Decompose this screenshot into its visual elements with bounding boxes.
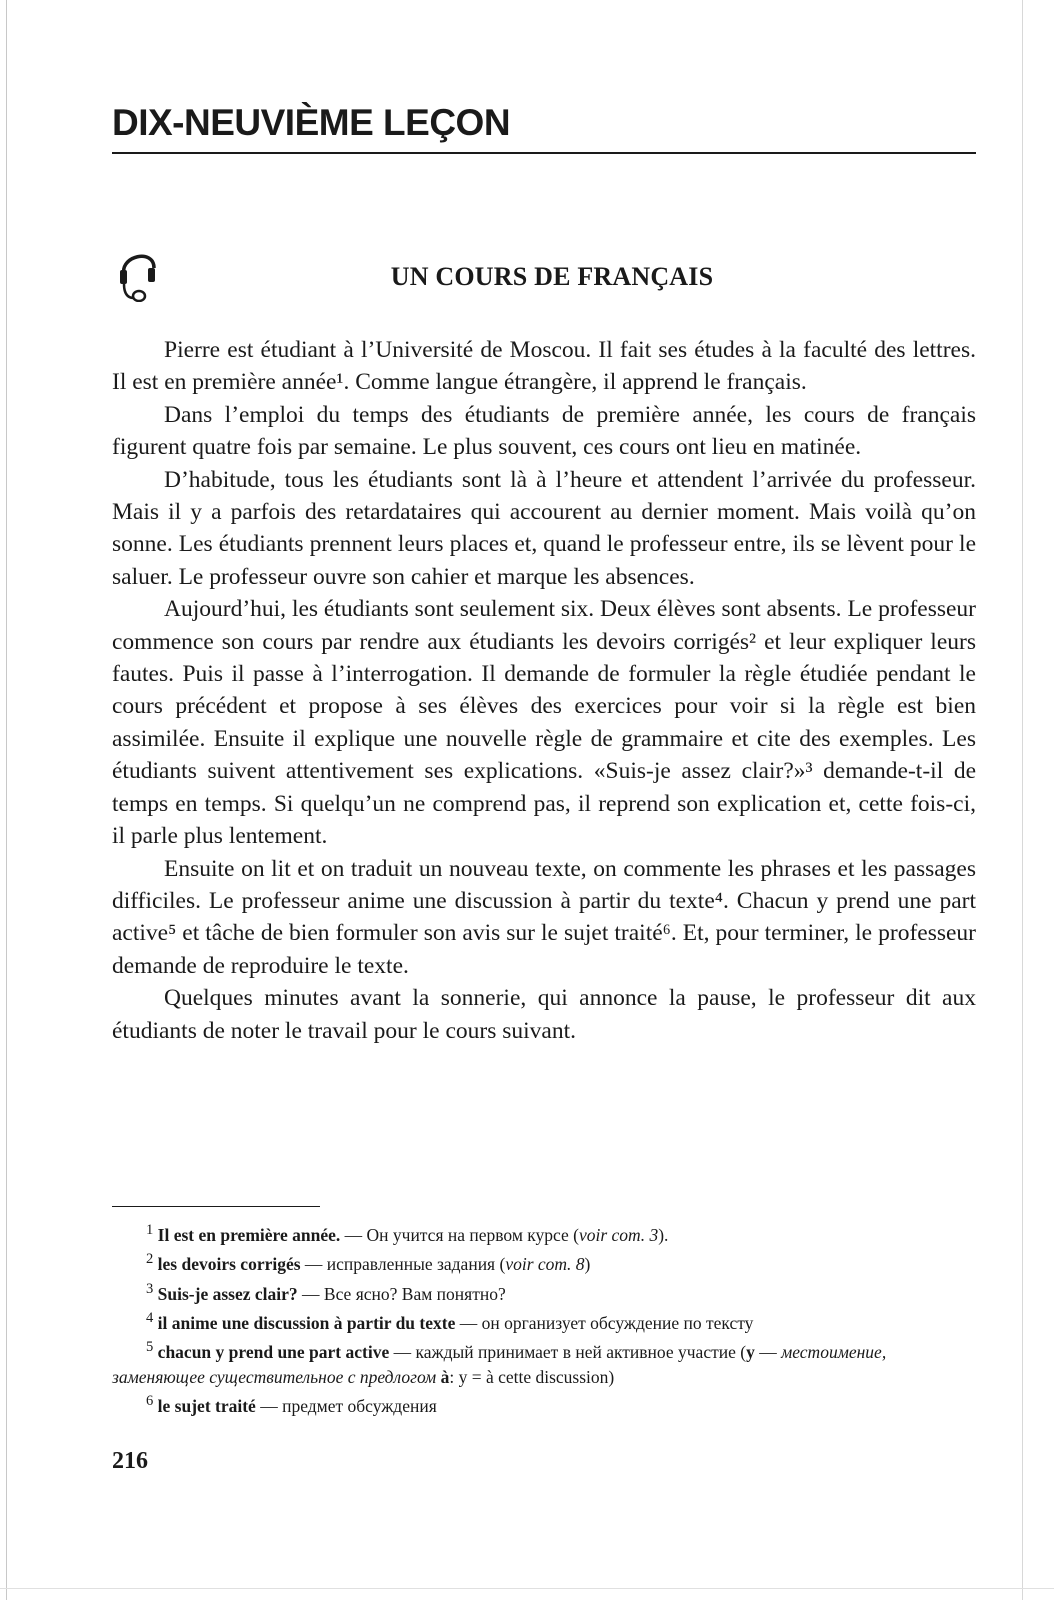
footnote-tail: )	[584, 1254, 591, 1275]
footnote-number: 6	[146, 1393, 154, 1410]
page-edge-bottom	[0, 1588, 1054, 1589]
footnote-term: Il est en première année.	[157, 1224, 341, 1245]
footnote-gloss: — каждый принимает в ней активное участие (	[389, 1342, 747, 1363]
footnote-ref: voir com. 8	[505, 1254, 585, 1275]
footnote-number: 2	[146, 1251, 154, 1268]
footnote-gloss: — он организует обсуждение по тексту	[455, 1312, 754, 1333]
footnote-number: 4	[146, 1309, 154, 1326]
footnote-number: 1	[146, 1222, 154, 1238]
footnote-tail: : y = à cette discussion)	[449, 1366, 615, 1387]
footnote-gloss: — Все ясно? Вам понятно?	[297, 1283, 506, 1304]
footnote-ref: местоимение, заменяющее существительное с предлогом	[112, 1342, 887, 1387]
footnote	[112, 1389, 976, 1418]
header-rule	[112, 152, 976, 154]
footnotes	[112, 1218, 976, 1418]
text-title: UN COURS DE FRANÇAIS	[390, 262, 714, 291]
footnote-rule	[112, 1206, 320, 1207]
paragraph: Dans l’emploi du temps des étudiants de première année, les cours de français figurent quatre fois par semaine. Le plus souvent, ces cours ont lieu en matinée.	[112, 401, 976, 461]
footnote-gloss: —	[754, 1342, 782, 1363]
footnote-ref: voir com. 3	[578, 1224, 659, 1245]
paragraph: D’habitude, tous les étudiants sont là à l’heure et attendent l’arrivée du professeur. Mais il y a parfois des retardataires qui accourent au dernier moment. Mais voilà qu’on sonne. Les étudiants prennent leurs places et, quand le professeur entre, ils se lèvent pour le saluer. Le professeur ouvre son cahier et marque les absences.	[112, 466, 976, 590]
footnote-gloss: — предмет обсуждения	[255, 1395, 437, 1416]
footnote-tail: ).	[658, 1224, 669, 1245]
lesson-header: DIX-NEUVIÈME LEÇON	[112, 102, 511, 143]
footnote-term: il anime une discussion à partir du texte	[157, 1312, 456, 1333]
paragraph: Aujourd’hui, les étudiants sont seulement six. Deux élèves sont absents. Le professeur commence son cours par rendre aux étudiants les devoirs corrigés² et leur expliquer leurs fautes. Puis il passe à l’interrogation. Il demande de formuler la règle étudiée pendant le cours précédent et propose à ses élèves des exercices pour voir si la règle est bien assimilée. Ensuite il explique une nouvelle règle de grammaire et cite des exemples. Les étudiants suivent attentivement ses explications. «Suis-je assez clair?»³ demande-t-il de temps en temps. Si quelqu’un ne comprend pas, il reprend son explication et, cette fois-ci, il parle plus lentement.	[112, 596, 976, 850]
footnote-term: à	[436, 1366, 450, 1387]
page-number: 216	[112, 1448, 148, 1474]
footnote-term: le sujet traité	[157, 1395, 256, 1416]
footnote-term: Suis-je assez clair?	[157, 1283, 298, 1304]
footnote	[112, 1335, 976, 1389]
footnote-number: 3	[146, 1280, 154, 1297]
page-edge-left	[6, 0, 7, 1600]
footnote-term: les devoirs corrigés	[157, 1254, 301, 1275]
footnote	[112, 1218, 976, 1247]
footnote-term: chacun y prend une part active	[157, 1342, 390, 1363]
footnote	[112, 1306, 976, 1335]
footnote-gloss: — Он учится на первом курсе (	[340, 1224, 579, 1245]
paragraph: Ensuite on lit et on traduit un nouveau texte, on commente les phrases et les passages difficiles. Le professeur anime une discussion à partir du texte⁴. Chacun y prend une part active⁵ et tâche de bien formuler son avis sur le sujet traité⁶. Et, pour terminer, le professeur demande de reproduire le texte.	[112, 855, 976, 979]
page-edge-right	[1022, 0, 1023, 1600]
footnote-gloss: — исправленные задания (	[300, 1254, 506, 1275]
paragraph: Quelques minutes avant la sonnerie, qui annonce la pause, le professeur dit aux étudiants de noter le travail pour le cours suivant.	[112, 985, 976, 1044]
footnote	[112, 1247, 976, 1276]
footnote-term: y	[746, 1342, 755, 1363]
main-text	[112, 334, 976, 1047]
footnote-number: 5	[146, 1339, 154, 1356]
paragraph: Pierre est étudiant à l’Université de Moscou. Il fait ses études à la faculté des lettres. Il est en première année¹. Comme langue étrangère, il apprend le français.	[112, 337, 976, 396]
footnote	[112, 1277, 976, 1306]
